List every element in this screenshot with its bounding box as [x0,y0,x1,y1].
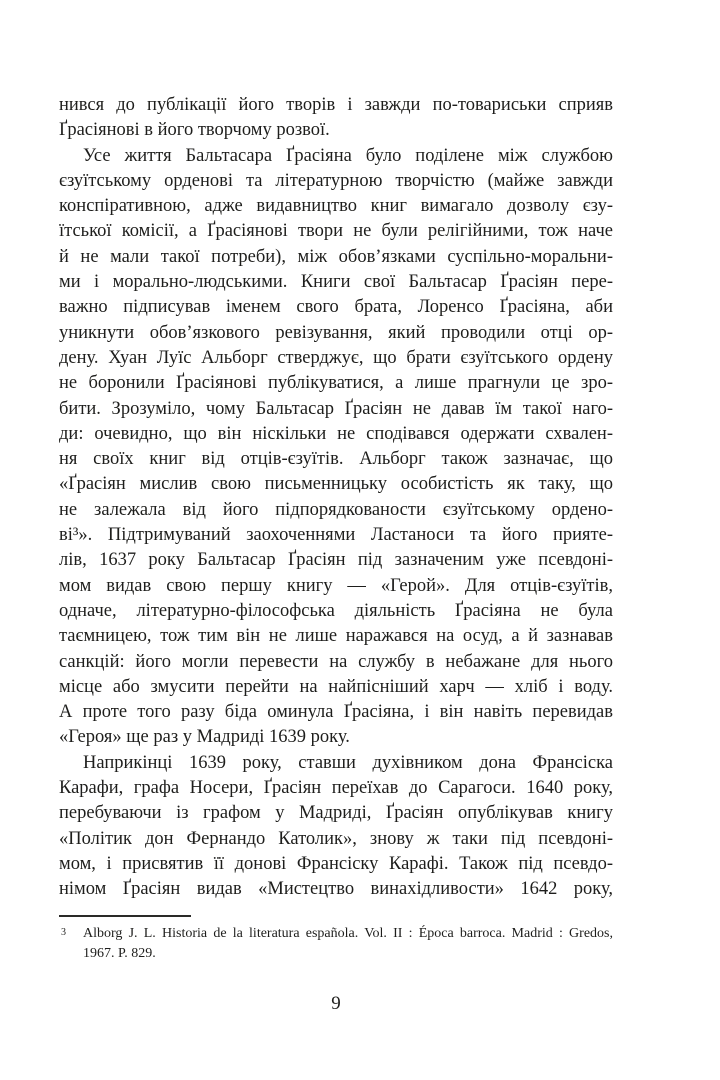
text-line: німом Ґрасіян видав «Мистецтво винахідливости» 1642 року, [59,879,613,900]
text-line: не залежала від його підпорядкованости єзуїтському ордено- [59,499,613,520]
text-line: конспіративною, адже видавництво книг вимагало дозволу єзу- [59,196,613,217]
text-line: дену. Хуан Луїс Альборг стверджує, що брати єзуїтського ордену [59,347,613,368]
text-line: Усе життя Бальтасара Ґрасіяна було поділене між службою [83,145,613,166]
text-line: одначе, літературно-філософська діяльність Ґрасіяна не була [59,600,613,621]
text-line: ня своїх книг від отців-єзуїтів. Альборг також зазначає, що [59,449,613,470]
text-line: мом видав свою першу книгу — «Герой». Для отців-єзуїтів, [59,575,613,596]
text-line: Наприкінці 1639 року, ставши духівником дона Франсіска [83,752,613,773]
footnote-line: 1967. P. 829. [83,945,156,961]
text-line: Карафи, графа Носери, Ґрасіян переїхав до Сарагоси. 1640 року, [59,778,613,799]
text-line: А проте того разу біда оминула Ґрасіяна, і він навіть перевидав [59,702,613,723]
text-line: «Героя» ще раз у Мадриді 1639 року. [59,727,350,748]
text-line: важно підписував іменем свого брата, Лоренсо Ґрасіяна, аби [59,297,613,318]
text-line: єзуїтському орденові та літературною творчістю (майже завжди [59,170,613,191]
text-line: бити. Зрозуміло, чому Бальтасар Ґрасіян не давав їм такої наго- [59,398,613,419]
footnote [59,924,613,963]
text-line: місце або змусити перейти на найпісніший харч — хліб і воду. [59,676,613,697]
text-line: «Ґрасіян мислив свою письменницьку особистість як таку, що [59,474,613,495]
text-line: ві³». Підтримуваний заохоченнями Ластаноси та його прияте- [59,525,613,546]
text-line: й не мали такої потреби), між обов’язками суспільно-моральни- [59,246,613,267]
text-line: їтської комісії, а Ґрасіянові твори не були релігійними, тож наче [59,221,613,242]
page-number: 9 [331,993,341,1014]
footnote-text [59,924,613,963]
text-line: таємницею, тож тим він не лише наражався на осуд, а й зазнавав [59,626,613,647]
page-text [59,93,613,903]
text-line: уникнути обов’язкового ревізування, який проводили отці ор- [59,322,613,343]
text-line: нився до публікації його творів і завжди по-товариськи сприяв [59,95,613,115]
text-line: санкцій: його могли перевести на службу в небажане для нього [59,651,613,672]
footnote-line: Alborg J. L. Historia de la literatura española. Vol. II : Época barroca. Madrid : Gredos, [83,926,613,941]
footnote-marker: 3 [61,927,66,938]
text-line: ми і морально-людськими. Книги свої Бальтасар Ґрасіян пере- [59,272,613,293]
text-line: лів, 1637 року Бальтасар Ґрасіян під зазначеним уже псевдоні- [59,550,613,571]
footnote-separator [59,915,191,917]
text-line: перебуваючи із графом у Мадриді, Ґрасіян опублікував книгу [59,803,613,824]
text-line: мом, і присвятив її донові Франсіску Карафі. Також під псевдо- [59,853,613,874]
text-line: «Політик дон Фернандо Католик», знову ж таки під псевдоні- [59,828,613,849]
text-line: не боронили Ґрасіянові публікуватися, а лише прагнули це зро- [59,373,613,394]
text-line: Ґрасіянові в його творчому розвої. [59,120,330,141]
text-line: ди: очевидно, що він ніскільки не сподівався одержати схвален- [59,423,613,444]
